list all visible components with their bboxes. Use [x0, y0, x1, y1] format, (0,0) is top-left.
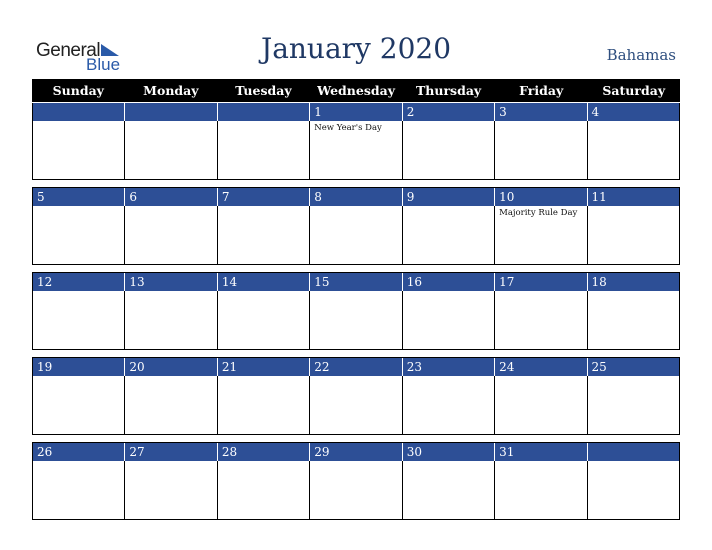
- day-cell: [587, 376, 679, 434]
- week-row: [32, 357, 680, 435]
- day-cell: [33, 376, 124, 434]
- weekday-friday: Friday: [519, 83, 564, 98]
- day-cell: [309, 461, 401, 519]
- day-cell: [33, 291, 124, 349]
- day-number: 12: [37, 275, 53, 289]
- day-cell: [124, 376, 216, 434]
- day-cell: [494, 121, 586, 179]
- day-number: 25: [587, 358, 679, 376]
- day-cell: [587, 461, 679, 519]
- day-cell: [309, 206, 401, 264]
- day-cell: [217, 461, 309, 519]
- day-number: 2: [402, 103, 494, 121]
- day-cell: [402, 376, 494, 434]
- week-row: [32, 442, 680, 520]
- day-number: 15: [309, 273, 401, 291]
- day-cell: [402, 206, 494, 264]
- day-cell: [33, 461, 124, 519]
- day-number: 18: [587, 273, 679, 291]
- day-number: [217, 103, 309, 121]
- week-event-area: [33, 206, 679, 265]
- week-date-band: [33, 358, 679, 376]
- day-number: 6: [124, 188, 216, 206]
- day-cell: [124, 461, 216, 519]
- week-event-area: [33, 121, 679, 180]
- day-number: 31: [494, 443, 586, 461]
- weekday-monday: Monday: [143, 83, 199, 98]
- week-date-band: [33, 103, 679, 121]
- day-cell: [587, 121, 679, 179]
- day-cell: [33, 206, 124, 264]
- day-number: 30: [402, 443, 494, 461]
- day-cell: [217, 121, 309, 179]
- day-number: 4: [587, 103, 679, 121]
- day-number: 24: [494, 358, 586, 376]
- day-number: 19: [37, 360, 53, 374]
- day-number: 5: [37, 190, 45, 204]
- day-number: 29: [309, 443, 401, 461]
- day-number: 13: [124, 273, 216, 291]
- weekday-thursday: Thursday: [415, 83, 482, 98]
- day-number: 11: [587, 188, 679, 206]
- day-cell: [587, 206, 679, 264]
- day-number: 21: [217, 358, 309, 376]
- day-number: 10: [494, 188, 586, 206]
- week-event-area: [33, 376, 679, 435]
- week-event-area: [33, 291, 679, 350]
- day-number: 26: [37, 445, 53, 459]
- holiday-label: New Year's Day: [314, 123, 382, 133]
- weekday-header-row: [32, 79, 680, 102]
- day-number: 20: [124, 358, 216, 376]
- day-number: 28: [217, 443, 309, 461]
- day-number: 8: [309, 188, 401, 206]
- weekday-tuesday: Tuesday: [235, 83, 292, 98]
- day-number: [587, 443, 679, 461]
- week-date-band: [33, 273, 679, 291]
- day-cell: [587, 291, 679, 349]
- day-number: 17: [494, 273, 586, 291]
- day-number: 27: [124, 443, 216, 461]
- weekday-wednesday: Wednesday: [317, 83, 395, 98]
- weeks-container: [32, 103, 680, 520]
- weekday-sunday: Sunday: [52, 83, 104, 98]
- day-number: 3: [494, 103, 586, 121]
- weekday-saturday: Saturday: [602, 83, 666, 98]
- week-event-area: [33, 461, 679, 520]
- day-cell: [494, 291, 586, 349]
- week-row: [32, 272, 680, 350]
- day-cell: [494, 376, 586, 434]
- day-cell: [124, 206, 216, 264]
- holiday-label: Majority Rule Day: [499, 208, 578, 218]
- week-row: [32, 103, 680, 180]
- day-cell: [309, 121, 401, 179]
- day-cell: [217, 291, 309, 349]
- day-cell: [309, 376, 401, 434]
- logo-text-blue: Blue: [86, 55, 121, 74]
- day-number: 9: [402, 188, 494, 206]
- day-number: 23: [402, 358, 494, 376]
- day-cell: [402, 291, 494, 349]
- calendar-grid: [32, 79, 680, 520]
- day-number: [33, 103, 124, 121]
- day-cell: [217, 206, 309, 264]
- country-label: Bahamas: [606, 46, 676, 64]
- day-cell: [494, 461, 586, 519]
- day-cell: [309, 291, 401, 349]
- week-date-band: [33, 188, 679, 206]
- day-cell: [217, 376, 309, 434]
- day-cell: [33, 121, 124, 179]
- day-number: 14: [217, 273, 309, 291]
- day-cell: [124, 121, 216, 179]
- day-number: 1: [309, 103, 401, 121]
- logo-text-general: General: [36, 40, 101, 61]
- day-cell: [494, 206, 586, 264]
- day-number: 22: [309, 358, 401, 376]
- week-row: [32, 187, 680, 265]
- day-number: [124, 103, 216, 121]
- day-cell: [124, 291, 216, 349]
- day-cell: [402, 461, 494, 519]
- day-number: 7: [217, 188, 309, 206]
- page-title: January 2020: [260, 32, 452, 65]
- day-cell: [402, 121, 494, 179]
- day-number: 16: [402, 273, 494, 291]
- week-date-band: [33, 443, 679, 461]
